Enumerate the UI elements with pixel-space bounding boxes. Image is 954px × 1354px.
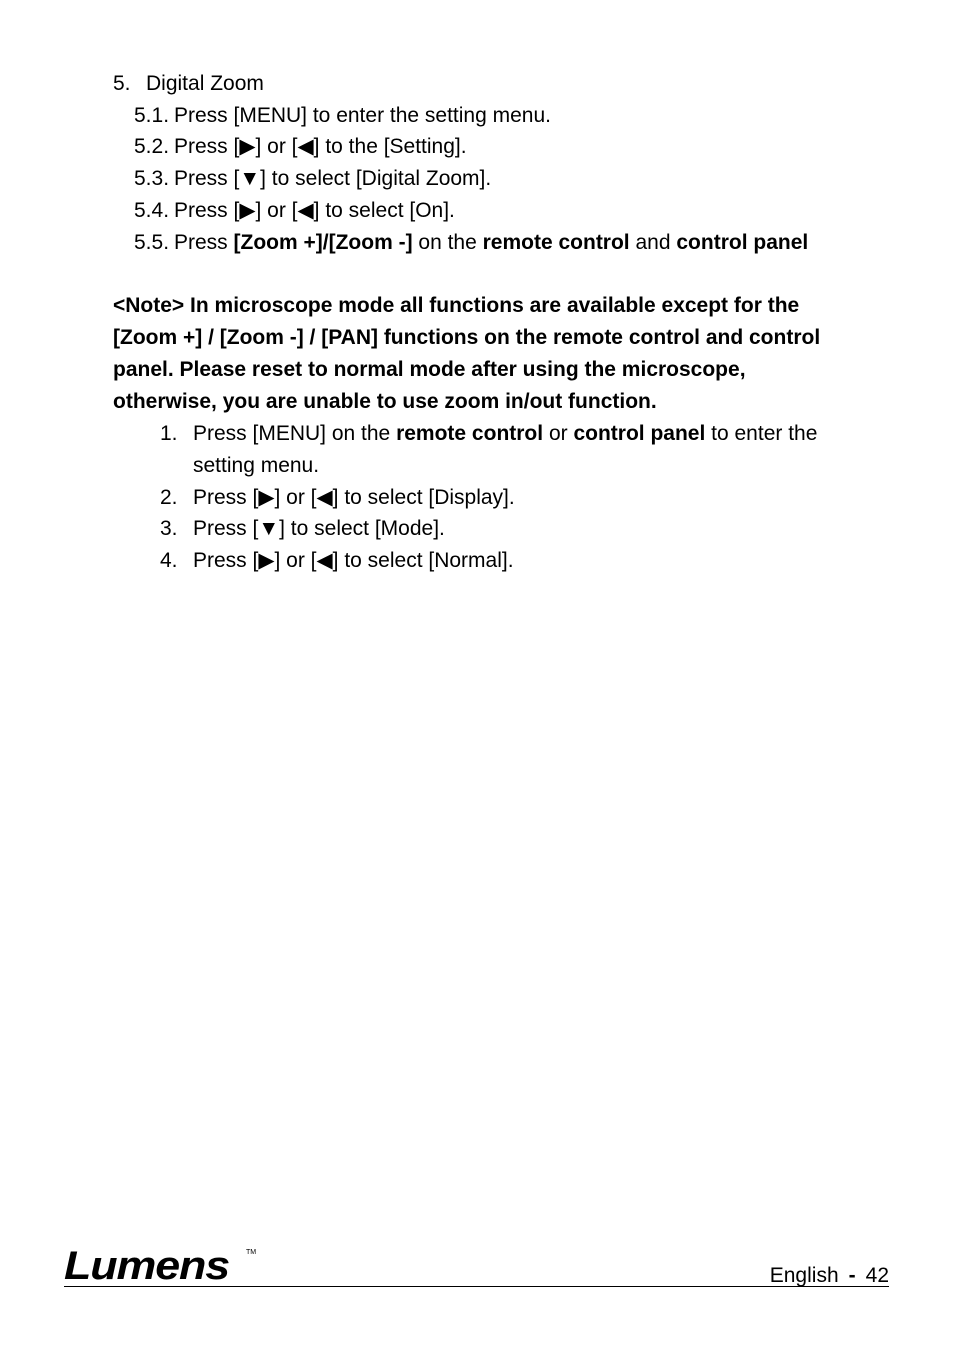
step-number: 5.2. <box>134 135 170 158</box>
list-text-part: or <box>543 422 574 445</box>
list-item-text: Press [▶] or [◀] to select [Normal]. <box>193 549 514 572</box>
list-item-text <box>193 422 817 446</box>
note-line: [Zoom +] / [Zoom -] / [PAN] functions on the remote control and control <box>113 326 821 349</box>
step-text-part: Press <box>174 231 234 254</box>
note-line: <Note> In microscope mode all functions are available except for the <box>113 294 800 317</box>
step-number: 5.5. <box>134 231 170 254</box>
note-line: panel. Please reset to normal mode after using the microscope, <box>113 358 746 381</box>
step-text: Press [▶] or [◀] to the [Setting]. <box>174 135 467 158</box>
control-panel-label: control panel <box>676 231 809 254</box>
list-text-part: Press [MENU] on the <box>193 422 397 445</box>
zoom-keys-label: [Zoom +]/[Zoom -] <box>233 231 413 254</box>
step-number: 5.4. <box>134 199 170 222</box>
list-item-text: Press [▼] to select [Mode]. <box>193 517 445 540</box>
step-text: Press [MENU] to enter the setting menu. <box>174 104 551 127</box>
lumens-logo <box>64 1244 257 1288</box>
page-footer <box>770 1264 889 1288</box>
step-number: 5.1. <box>134 104 170 127</box>
note-line: otherwise, you are unable to use zoom in/out function. <box>113 390 657 413</box>
list-text-part: to enter the <box>705 422 818 445</box>
page-number: 42 <box>865 1264 889 1287</box>
list-item-number: 3. <box>160 517 178 540</box>
remote-control-label: remote control <box>396 422 544 445</box>
logo-wordmark: Lumens <box>64 1244 230 1288</box>
trademark-mark: TM <box>246 1249 257 1256</box>
step-text-part: and <box>629 231 677 254</box>
step-text-part: on the <box>412 231 483 254</box>
list-item-text: Press [▶] or [◀] to select [Display]. <box>193 486 515 509</box>
list-item-number: 4. <box>160 549 178 572</box>
step-text: Press [▼] to select [Digital Zoom]. <box>174 167 492 190</box>
control-panel-label: control panel <box>573 422 706 445</box>
footer-divider <box>64 1286 889 1287</box>
step-text <box>174 231 808 255</box>
footer-language: English <box>769 1264 839 1287</box>
remote-control-label: remote control <box>482 231 630 254</box>
step-number: 5.3. <box>134 167 170 190</box>
section-title: Digital Zoom <box>146 72 264 95</box>
section-number: 5. <box>113 72 131 95</box>
step-text: Press [▶] or [◀] to select [On]. <box>174 199 455 222</box>
list-item-number: 1. <box>160 422 178 445</box>
list-item-continuation: setting menu. <box>193 454 320 477</box>
footer-separator: - <box>848 1264 856 1287</box>
list-item-number: 2. <box>160 486 178 509</box>
